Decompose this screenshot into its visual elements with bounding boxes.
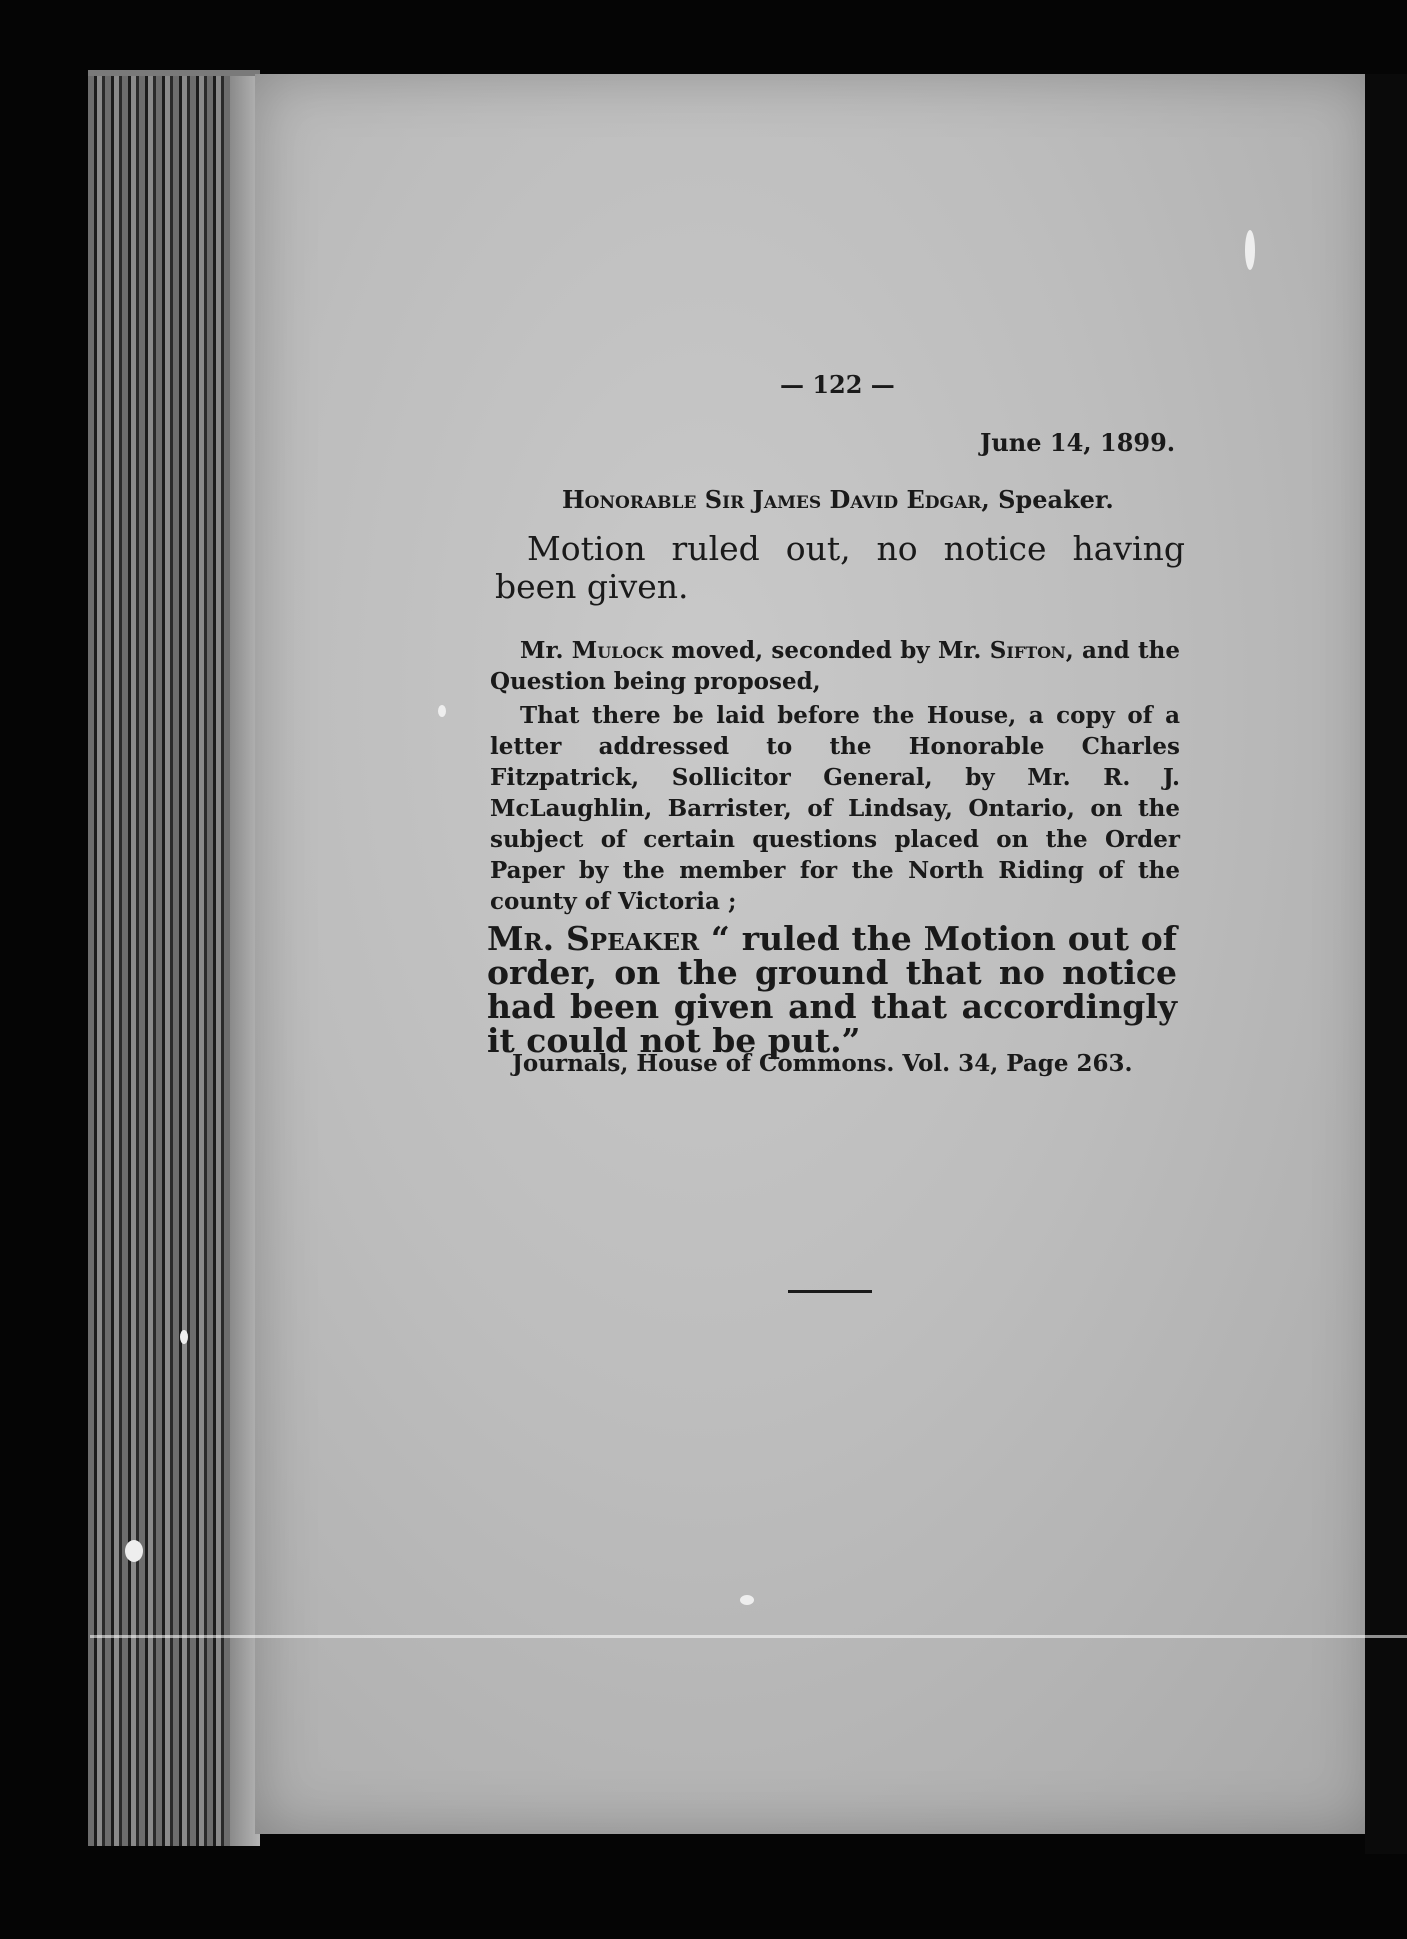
end-rule bbox=[788, 1290, 872, 1293]
ruling-speaker: Mr. Speaker bbox=[487, 919, 700, 958]
ruling-text: “ ruled the Motion out of order, on the ground that no notice had been given and that accordingly it could not be put.” bbox=[487, 919, 1177, 1060]
right-gutter bbox=[1365, 74, 1407, 1854]
stacked-page-edges bbox=[88, 70, 260, 1846]
mr-prefix: Mr. bbox=[520, 637, 572, 664]
speaker-line bbox=[562, 485, 1114, 514]
seconder-name: Sifton bbox=[989, 637, 1066, 664]
date: June 14, 1899. bbox=[980, 428, 1176, 457]
speaker-ruling bbox=[487, 919, 1177, 1060]
dust-speck bbox=[438, 705, 446, 717]
heading: Motion ruled out, no notice having been given. bbox=[495, 529, 1185, 606]
paragraph-motion bbox=[490, 635, 1180, 697]
citation: Journals, House of Commons. Vol. 34, Page 263. bbox=[512, 1050, 1133, 1077]
dust-speck bbox=[180, 1330, 188, 1344]
dust-speck bbox=[125, 1540, 143, 1562]
paragraph-letter: That there be laid before the House, a copy of a letter addressed to the Honorable Charles Fitzpatrick, Sollicitor General, by Mr. R. J. McLaughlin, Barrister, of Lindsay, Ontario, on the subject of certain questions placed on the Order Paper by the member for the North Riding of the county of Victoria ; bbox=[490, 702, 1180, 915]
seconded-text: moved, seconded by Mr. bbox=[663, 637, 990, 664]
speaker-name: Honorable Sir James David Edgar bbox=[562, 485, 982, 514]
dust-speck bbox=[740, 1595, 754, 1605]
dust-speck bbox=[1245, 230, 1255, 270]
mover-name: Mulock bbox=[571, 637, 664, 664]
page-number: — 122 — bbox=[780, 370, 895, 399]
question-text: , and the Question being proposed, bbox=[490, 637, 1181, 695]
speaker-title: , Speaker. bbox=[981, 485, 1114, 514]
scan-line-artifact bbox=[90, 1635, 1407, 1638]
